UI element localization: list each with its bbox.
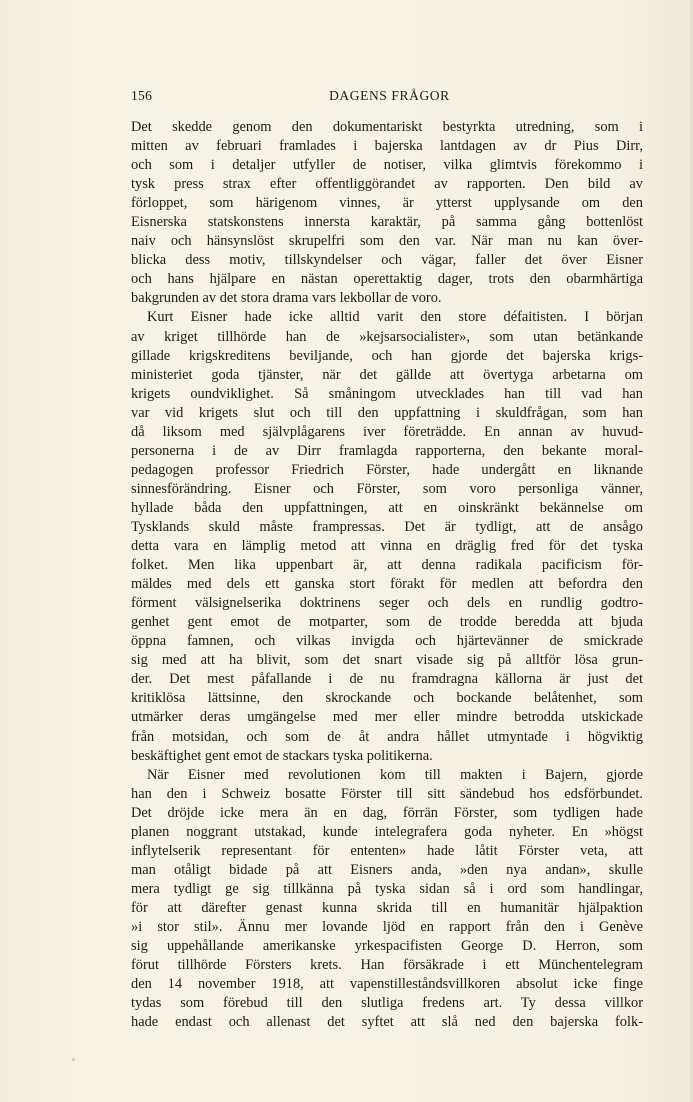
text-line: När Eisner med revolutionen kom till makten i Bajern, gjorde — [147, 766, 643, 783]
text-line: han den i Schweiz bosatte Förster till sitt sändebud hos edsförbundet. — [131, 785, 643, 802]
text-line: mitten av februari framlades i bajerska lantdagen av dr Pius Dirr, — [131, 138, 643, 155]
text-line: hyllade båda den uppfattningen, att en oinskränkt bekännelse om — [131, 499, 643, 516]
text-line: Eisnerska statskonstens innersta karaktär, på samma gång bottenlöst — [131, 214, 643, 231]
text-line: tydas som förebud till den slutliga fredens art. Ty dessa villkor — [131, 995, 643, 1012]
text-line: utmärker deras umgängelse med mer eller mindre betrodda utskickade — [131, 709, 643, 726]
text-line: genhet gent emot de motparter, som de trodde beredda att bjuda — [131, 614, 643, 631]
text-line: bakgrunden av det stora drama vars lekbollar de voro. — [131, 290, 442, 307]
text-line: från motsidan, och som de åt andra hållet utmyntade i högviktig — [131, 728, 643, 745]
text-line: Kurt Eisner hade icke alltid varit den store défaitisten. I början — [147, 309, 643, 326]
paper-speck — [72, 1058, 75, 1061]
text-line: personerna i de av Dirr framlagda rapporterna, den bekante moral- — [131, 442, 643, 459]
text-line: då liksom med självplågarens iver företrädde. En annan av huvud- — [131, 423, 643, 440]
text-line: planen noggrant utstakad, kunde intelegrafera goda nyheter. En »högst — [131, 823, 643, 840]
text-line: man otåligt bidade på att Eisners anda, »den nya andan», skulle — [131, 861, 643, 878]
text-line: pedagogen professor Friedrich Förster, hade undergått en liknande — [131, 461, 643, 478]
page-number: 156 — [131, 88, 153, 103]
text-line: krigets oundviklighet. Så småningom utvecklades han till vad han — [131, 385, 643, 402]
text-line: inflytelserik representant för ententen» hade låtit Förster veta, att — [131, 842, 643, 859]
text-line: naiv och hänsynslöst skrupelfri som den var. När man nu kan över- — [131, 233, 643, 250]
text-line: sig med att ha blivit, som det snart visade sig på alltför lösa grun- — [131, 652, 643, 669]
text-line: var vid krigets slut och till den uppfattning i skuldfrågan, som han — [131, 404, 643, 421]
text-line: för att därefter genast kunna skrida till en humanitär hjälpaktion — [131, 899, 643, 916]
text-line: hade endast och allenast det syftet att slå ned den bajerska folk- — [131, 1014, 643, 1031]
text-line: ministeriet goda tjänster, när det gällde att övertyga arbetarna om — [131, 366, 643, 383]
text-line: Tysklands skuld måste frampressas. Det är tydligt, att de ansågo — [131, 518, 643, 535]
body-text — [131, 118, 643, 1032]
text-line: sinnesförändring. Eisner och Förster, som voro personliga vänner, — [131, 480, 643, 497]
text-line: folket. Men lika uppenbart är, att denna radikala pacificism för- — [131, 557, 643, 574]
text-line: mäldes med dels ett ganska stort förakt för medlen att befordra den — [131, 576, 643, 593]
text-line: blicka dess motiv, tillskyndelser och vägar, faller det över Eisner — [131, 252, 643, 269]
text-line: den 14 november 1918, att vapenstilleståndsvillkoren absolut icke finge — [131, 976, 643, 993]
text-line: och som i detaljer utfyller de notiser, vilka glimtvis förekommo i — [131, 157, 643, 174]
text-line: förloppet, som härigenom vinnes, är ytterst upplysande om den — [131, 195, 643, 212]
text-line: detta vara en lämplig metod att vinna en dräglig fred för det tyska — [131, 538, 643, 555]
text-line: der. Det mest påfallande i de nu framdragna källorna är just det — [131, 671, 643, 688]
text-line: beskäftighet gent emot de stackars tyska politikerna. — [131, 747, 433, 764]
text-line: Det dröjde icke mera än en dag, förrän Förster, som tydligen hade — [131, 804, 643, 821]
text-line: tysk press strax efter offentliggörandet av rapporten. Den bild av — [131, 176, 643, 193]
running-head: DAGENS FRÅGOR — [329, 88, 450, 103]
text-line: gillade krigskreditens beviljande, och han gjorde det bajerska krigs- — [131, 347, 643, 364]
text-line: kritiklösa lättsinne, den skrockande och bockande belåtenhet, som — [131, 690, 643, 707]
page-header — [131, 84, 643, 106]
text-line: »i stor stil». Ännu mer lovande ljöd en rapport från den i Genève — [131, 918, 643, 935]
text-line: av kriget tillhörde han de »kejsarsocialister», som utan betänkande — [131, 328, 643, 345]
text-line: förut tillhörde Försters krets. Han försäkrade i ett Münchentelegram — [131, 957, 643, 974]
text-line: sig uppehållande amerikanske yrkespacifisten George D. Herron, som — [131, 938, 643, 955]
text-line: och hans hjälpare en nästan operettaktig dager, trots den obarmhärtiga — [131, 271, 643, 288]
text-line: öppna famnen, och vilkas invigda och hjärtevänner de smickrade — [131, 633, 643, 650]
text-line: mera tydligt ge sig tillkänna på tyska sidan så i ord som handlingar, — [131, 880, 643, 897]
text-line: Det skedde genom den dokumentariskt bestyrkta utredning, som i — [131, 119, 643, 135]
text-line: förment välsignelserika doktrinens seger och dels en rundlig godtro- — [131, 595, 643, 612]
